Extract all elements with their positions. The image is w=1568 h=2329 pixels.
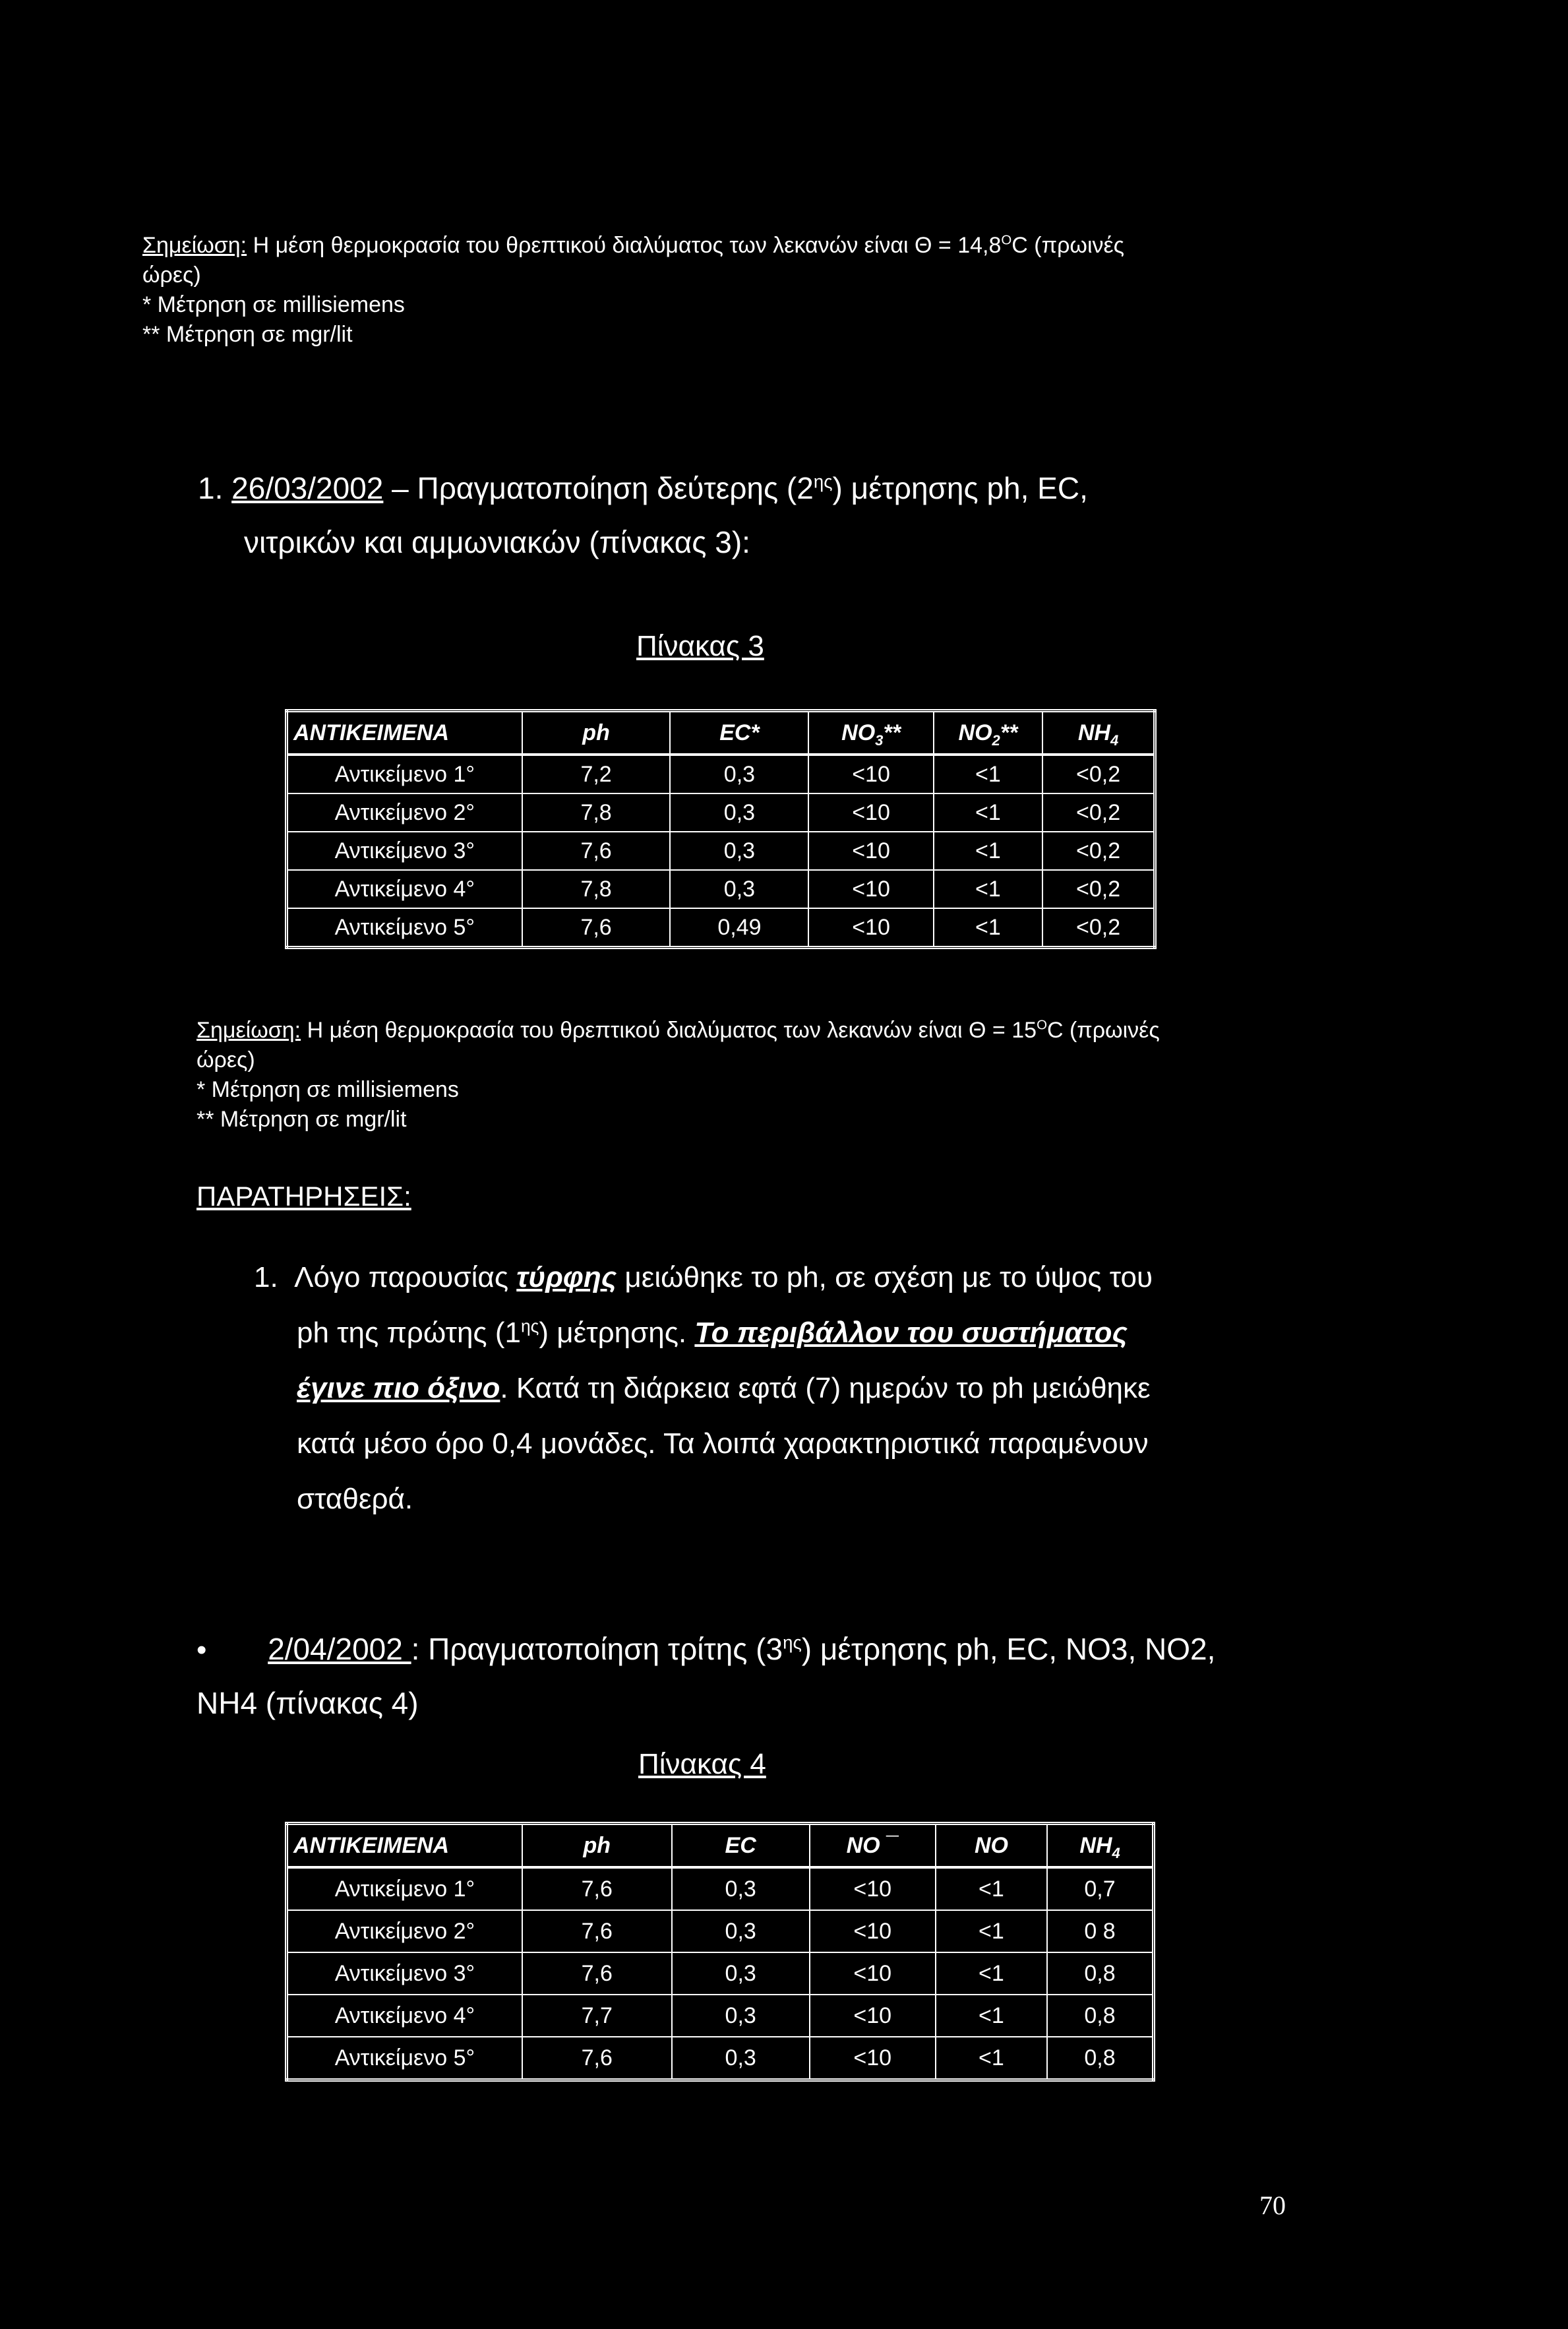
row-label-cell: Αντικείμενο 5° — [287, 908, 522, 948]
obs-emphasis: τύρφης — [516, 1261, 617, 1293]
row-label-cell: Αντικείμενο 2° — [287, 793, 522, 832]
table-row — [287, 1910, 1154, 1952]
header-no2: $NO_2**$ — [934, 711, 1042, 755]
note-1-line-1 — [142, 231, 1263, 261]
table-4-title: Πίνακας 4 — [638, 1748, 766, 1780]
note-unit: C (πρωινές — [1046, 1018, 1160, 1043]
row-label-cell: Αντικείμενο 5° — [287, 2037, 522, 2080]
ordinal-sup: ης — [520, 1316, 539, 1336]
value-cell: 0,3 — [670, 832, 808, 870]
table-row — [287, 1995, 1154, 2037]
table-row — [287, 2037, 1154, 2080]
obs-text: ) μέτρησης. — [539, 1317, 695, 1349]
table-row — [287, 908, 1155, 948]
item-2-text-b: ) μέτρησης ph, EC, NO3, NO2, — [801, 1632, 1216, 1666]
ordinal-sup: ης — [813, 471, 833, 492]
value-cell: 7,6 — [522, 832, 671, 870]
value-cell: <1 — [936, 1995, 1047, 2037]
value-cell: 0,3 — [672, 1910, 810, 1952]
value-cell: 0,3 — [670, 793, 808, 832]
degree-sup: O — [1037, 1018, 1047, 1033]
value-cell: 7,6 — [522, 1867, 672, 1910]
obs-text: ph της πρώτης (1 — [297, 1317, 521, 1349]
note-2-line-1 — [196, 1016, 1317, 1045]
table-row — [287, 755, 1155, 793]
obs-emphasis: Το περιβάλλον του συστήματος — [694, 1317, 1128, 1349]
observations-heading-text: ΠΑΡΑΤΗΡΗΣΕΙΣ: — [196, 1181, 411, 1212]
note-label: Σημείωση: — [196, 1018, 301, 1043]
header-no2: NO — [936, 1824, 1047, 1868]
value-cell: 0,3 — [672, 1867, 810, 1910]
ordinal-sup: ης — [783, 1632, 802, 1653]
value-cell: <10 — [808, 793, 933, 832]
page-number: 70 — [1259, 2190, 1286, 2220]
value-cell: 0,3 — [672, 1952, 810, 1995]
item-1-date: 26/03/2002 — [231, 471, 384, 505]
table-3 — [285, 709, 1157, 949]
value-cell: <1 — [936, 1952, 1047, 1995]
item-1-text: – Πραγματοποίηση δεύτερης (2 — [392, 471, 814, 505]
header-nh4: $NH_4$ — [1042, 711, 1155, 755]
value-cell: 0,49 — [670, 908, 808, 948]
row-label-cell: Αντικείμενο 4° — [287, 870, 522, 908]
item-2-date: 2/04/2002 — [268, 1632, 411, 1666]
value-cell: 7,8 — [522, 793, 671, 832]
value-cell: <0,2 — [1042, 908, 1155, 948]
header-ec: EC* — [670, 711, 808, 755]
row-label-cell: Αντικείμενο 4° — [287, 1995, 522, 2037]
value-cell: <10 — [810, 1952, 936, 1995]
value-cell: <1 — [934, 793, 1042, 832]
value-cell: <10 — [808, 755, 933, 793]
bullet: • — [196, 1634, 207, 1666]
note-2-star-2: ** Μέτρηση σε mgr/lit — [196, 1107, 407, 1132]
note-2-line-2: ώρες) — [196, 1047, 255, 1072]
obs-text: . Κατά τη διάρκεια εφτά (7) ημερών το ph μειώθηκε — [500, 1372, 1151, 1404]
value-cell: <10 — [810, 1867, 936, 1910]
row-label-cell: Αντικείμενο 3° — [287, 832, 522, 870]
value-cell: 0,3 — [672, 1995, 810, 2037]
value-cell: 0,7 — [1047, 1867, 1153, 1910]
value-cell: <1 — [934, 832, 1042, 870]
value-cell: <10 — [810, 2037, 936, 2080]
obs-text: μειώθηκε το ph, σε σχέση με το ύψος του — [617, 1261, 1153, 1293]
value-cell: <0,2 — [1042, 793, 1155, 832]
header-ph: ph — [522, 711, 671, 755]
header-no3: NO ¯ — [810, 1824, 936, 1868]
value-cell: <10 — [808, 908, 933, 948]
value-cell: <1 — [936, 2037, 1047, 2080]
value-cell: 7,6 — [522, 2037, 672, 2080]
obs-number: 1. — [254, 1261, 278, 1293]
note-label: Σημείωση: — [142, 233, 247, 258]
value-cell: <1 — [936, 1910, 1047, 1952]
obs-emphasis: έγινε πιο όξινο — [297, 1372, 500, 1404]
note-1 — [142, 231, 1263, 350]
value-cell: 7,6 — [522, 1910, 672, 1952]
item-1-text-b: ) μέτρησης ph, EC, — [832, 471, 1088, 505]
note-1-line-2: ώρες) — [142, 263, 201, 288]
header-objects: ΑΝΤΙΚΕΙΜΕΝΑ — [287, 1824, 522, 1868]
note-text: Η μέση θερμοκρασία του θρεπτικού διαλύματος των λεκανών είναι Θ = 15 — [307, 1018, 1037, 1043]
item-1-line-2: νιτρικών και αμμωνιακών (πίνακας 3): — [244, 525, 750, 559]
obs-line-2 — [254, 1305, 1322, 1361]
value-cell: 7,6 — [522, 1952, 672, 1995]
value-cell: 0 8 — [1047, 1910, 1153, 1952]
table-3-title: Πίνακας 3 — [636, 630, 764, 662]
table-row — [287, 1952, 1154, 1995]
table-row — [287, 870, 1155, 908]
value-cell: <10 — [808, 870, 933, 908]
item-2-line-2: NH4 (πίνακας 4) — [196, 1686, 419, 1720]
row-label-cell: Αντικείμενο 1° — [287, 1867, 522, 1910]
note-1-star-2: ** Μέτρηση σε mgr/lit — [142, 322, 353, 347]
header-nh4: $NH_4$ — [1047, 1824, 1153, 1868]
item-2 — [196, 1629, 1331, 1723]
value-cell: <1 — [934, 870, 1042, 908]
item-2-text: : Πραγματοποίηση τρίτης (3 — [411, 1632, 783, 1666]
header-no3: $NO_3**$ — [808, 711, 933, 755]
value-cell: 7,7 — [522, 1995, 672, 2037]
value-cell: 7,8 — [522, 870, 671, 908]
value-cell: <0,2 — [1042, 870, 1155, 908]
table-header-row — [287, 711, 1155, 755]
obs-line-1 — [254, 1250, 1322, 1305]
header-ph: ph — [522, 1824, 672, 1868]
header-objects: ΑΝΤΙΚΕΙΜΕΝΑ — [287, 711, 522, 755]
item-1 — [198, 468, 1385, 562]
note-unit: C (πρωινές — [1011, 233, 1125, 258]
table-row — [287, 793, 1155, 832]
value-cell: 7,6 — [522, 908, 671, 948]
value-cell: 0,8 — [1047, 2037, 1153, 2080]
note-2-star-1: * Μέτρηση σε millisiemens — [196, 1077, 459, 1102]
note-1-star-1: * Μέτρηση σε millisiemens — [142, 292, 405, 317]
table-row — [287, 832, 1155, 870]
header-ec: EC — [672, 1824, 810, 1868]
value-cell: <1 — [936, 1867, 1047, 1910]
value-cell: 0,3 — [670, 755, 808, 793]
value-cell: 0,3 — [670, 870, 808, 908]
degree-sup: O — [1001, 233, 1012, 248]
row-label-cell: Αντικείμενο 3° — [287, 1952, 522, 1995]
value-cell: <1 — [934, 755, 1042, 793]
table-4 — [285, 1822, 1155, 2082]
obs-line-3 — [254, 1361, 1322, 1416]
value-cell: <10 — [808, 832, 933, 870]
note-text: Η μέση θερμοκρασία του θρεπτικού διαλύματος των λεκανών είναι Θ = 14,8 — [253, 233, 1002, 258]
obs-text: Λόγο παρουσίας — [294, 1261, 517, 1293]
table-header-row — [287, 1824, 1154, 1868]
obs-line-5: σταθερά. — [297, 1483, 413, 1515]
value-cell: 0,8 — [1047, 1995, 1153, 2037]
value-cell: 0,8 — [1047, 1952, 1153, 1995]
obs-line-4: κατά μέσο όρο 0,4 μονάδες. Τα λοιπά χαρακτηριστικά παραμένουν — [297, 1427, 1149, 1460]
value-cell: <1 — [934, 908, 1042, 948]
value-cell: <0,2 — [1042, 755, 1155, 793]
table-row — [287, 1867, 1154, 1910]
value-cell: <0,2 — [1042, 832, 1155, 870]
value-cell: 7,2 — [522, 755, 671, 793]
observation-1 — [254, 1250, 1322, 1527]
value-cell: 0,3 — [672, 2037, 810, 2080]
row-label-cell: Αντικείμενο 1° — [287, 755, 522, 793]
value-cell: <10 — [810, 1995, 936, 2037]
value-cell: <10 — [810, 1910, 936, 1952]
row-label-cell: Αντικείμενο 2° — [287, 1910, 522, 1952]
observations-heading — [196, 1181, 411, 1212]
item-1-number: 1. — [198, 471, 224, 505]
item-2-line-1 — [196, 1629, 1331, 1670]
item-1-line-1 — [198, 468, 1385, 508]
note-2 — [196, 1016, 1317, 1134]
